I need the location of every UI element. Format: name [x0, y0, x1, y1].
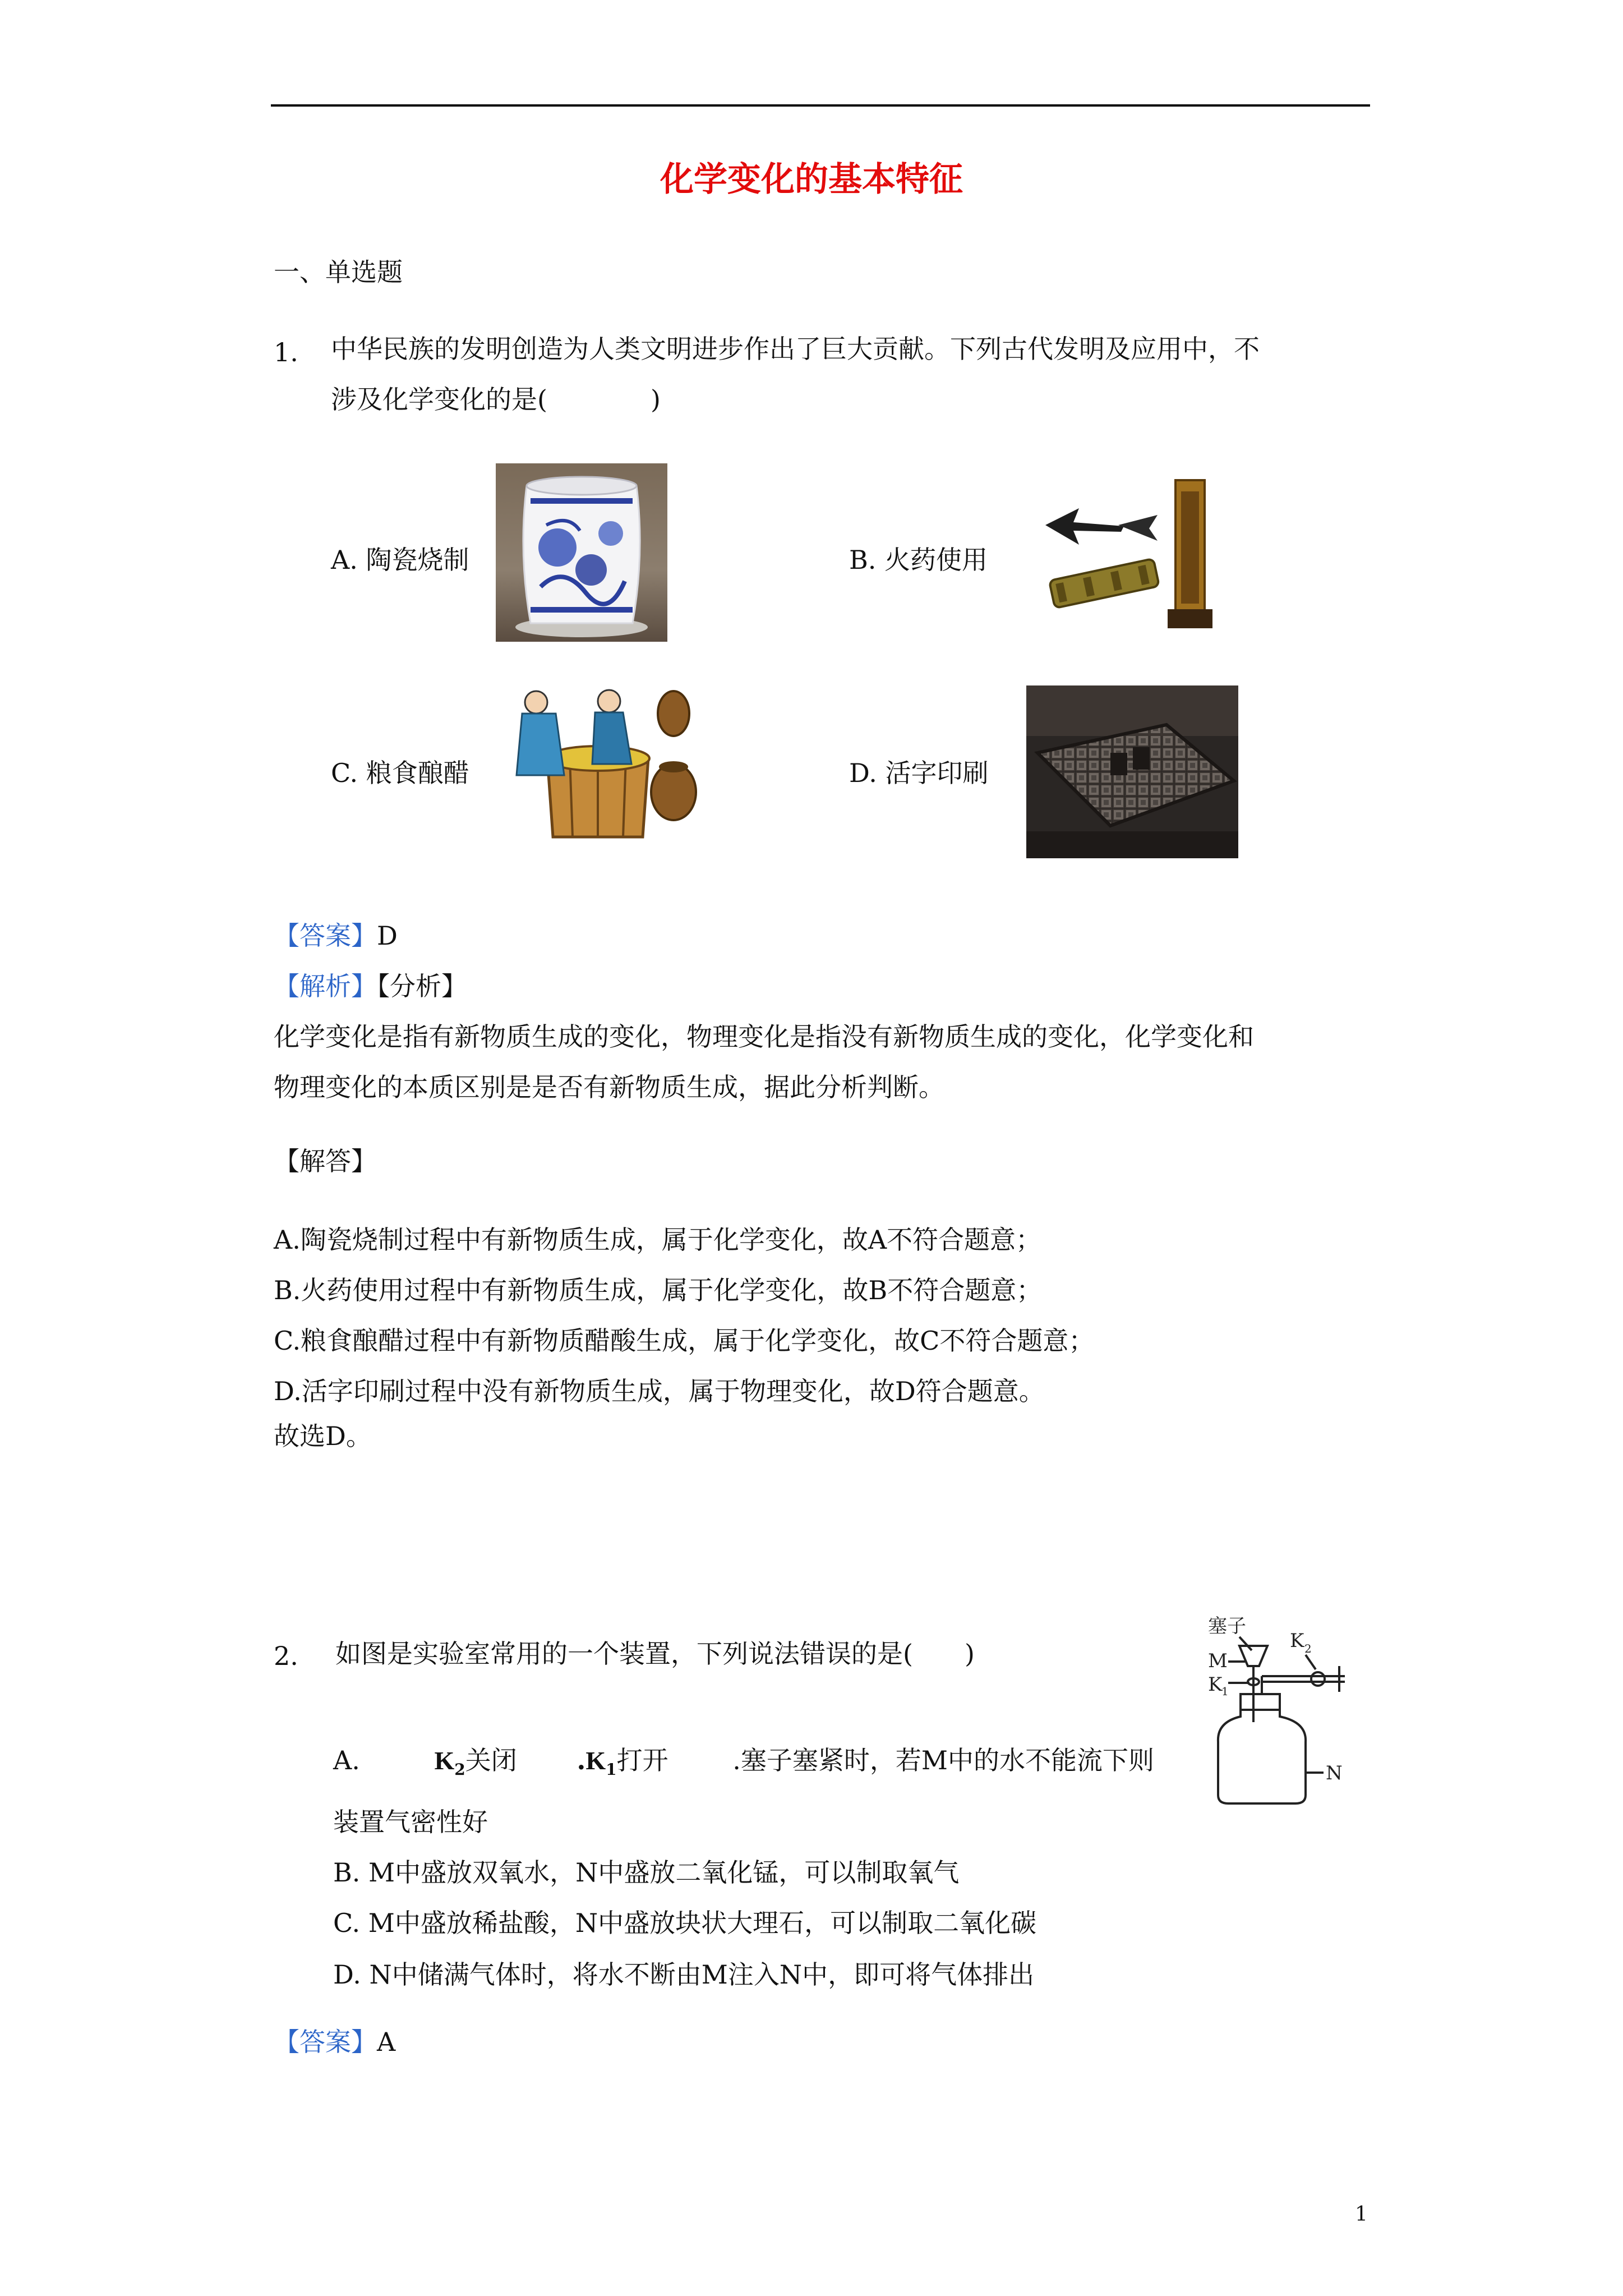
page-title: 化学变化的基本特征 — [660, 160, 963, 199]
k2-label: K — [1290, 1630, 1304, 1652]
q1-analysis-sub: 【分析】 — [377, 971, 467, 1001]
page-number: 1 — [1355, 2203, 1368, 2226]
q1-stem-line2: 涉及化学变化的是( ) — [331, 384, 661, 415]
q1-solution-line: A.陶瓷烧制过程中有新物质生成，属于化学变化，故A不符合题意； — [274, 1225, 1042, 1255]
k1-symbol: K — [585, 1746, 606, 1775]
k1-label: K — [1208, 1673, 1223, 1696]
q2-answer-value: A — [377, 2027, 396, 2057]
q1-number: 1. — [274, 337, 298, 367]
k2-symbol: K — [434, 1746, 455, 1775]
q1-stem-line1: 中华民族的发明创造为人类文明进步作出了巨大贡献。下列古代发明及应用中，不 — [331, 334, 1260, 364]
vinegar-brewing-image — [502, 680, 704, 848]
ceramic-jar-image — [496, 463, 667, 642]
q1-analysis-line1: 化学变化是指有新物质生成的变化，物理变化是指没有新物质生成的变化，化学变化和 — [274, 1022, 1254, 1052]
apparatus-diagram — [1206, 1610, 1374, 1818]
q1-solution-tag: 【解答】 — [274, 1146, 377, 1176]
stopper-label: 塞子 — [1208, 1615, 1246, 1637]
q1-solution-line: C.粮食酿醋过程中有新物质醋酸生成，属于化学变化，故C不符合题意； — [274, 1326, 1095, 1356]
q2-stem: 如图是实验室常用的一个装置，下列说法错误的是( ) — [335, 1639, 975, 1669]
q1-solution-line: 故选D。 — [274, 1421, 372, 1451]
movable-type-image — [1026, 685, 1238, 858]
q1-analysis-tag: 【解析】 — [274, 971, 377, 1001]
n-label: N — [1326, 1762, 1343, 1784]
k1-label-sub: 1 — [1221, 1685, 1229, 1698]
header-rule — [271, 104, 1370, 107]
q2-answer-tag: 【答案】 — [274, 2027, 377, 2057]
q1-solution-line: B.火药使用过程中有新物质生成，属于化学变化，故B不符合题意； — [274, 1275, 1043, 1305]
k1-dot: . — [577, 1745, 586, 1775]
q1-analysis-line2: 物理变化的本质区别是是否有新物质生成，据此分析判断。 — [274, 1072, 944, 1102]
k2-label-sub: 2 — [1304, 1642, 1312, 1655]
q1-answer-value: D — [377, 921, 398, 951]
q1-option-a: A. 陶瓷烧制 — [331, 545, 469, 575]
q2-answer — [274, 2025, 395, 2059]
q2-option-a-line2: 装置气密性好 — [333, 1807, 488, 1837]
k2-subscript: 2 — [454, 1760, 465, 1779]
q2-option-a-rest: .塞子塞紧时，若M中的水不能流下则 — [732, 1745, 1154, 1775]
k1-subscript: 1 — [606, 1760, 617, 1779]
q2-option-b: B. M中盛放双氧水，N中盛放二氧化锰，可以制取氧气 — [333, 1857, 960, 1888]
q1-analysis-heading — [274, 969, 467, 1003]
q2-number: 2. — [274, 1641, 298, 1671]
q1-solution-line: D.活字印刷过程中没有新物质生成，属于物理变化，故D符合题意。 — [274, 1376, 1045, 1406]
q1-option-d: D. 活字印刷 — [849, 758, 989, 788]
q1-option-b: B. 火药使用 — [849, 545, 988, 575]
q2-option-a — [333, 1743, 1154, 1787]
q1-option-c: C. 粮食酿醋 — [331, 758, 469, 788]
k1-action: 打开 — [616, 1745, 668, 1775]
m-label: M — [1208, 1650, 1228, 1672]
q1-answer — [274, 919, 398, 953]
q1-answer-tag: 【答案】 — [274, 921, 377, 951]
q2-option-d: D. N中储满气体时，将水不断由M注入N中，即可将气体排出 — [333, 1959, 1035, 1990]
gunpowder-artifacts-image — [1040, 475, 1225, 637]
q2-option-c: C. M中盛放稀盐酸，N中盛放块状大理石，可以制取二氧化碳 — [333, 1908, 1037, 1938]
q2-option-a-prefix: A. — [333, 1745, 360, 1775]
k2-action: 关闭 — [465, 1745, 517, 1775]
section-heading: 一、单选题 — [274, 257, 403, 287]
